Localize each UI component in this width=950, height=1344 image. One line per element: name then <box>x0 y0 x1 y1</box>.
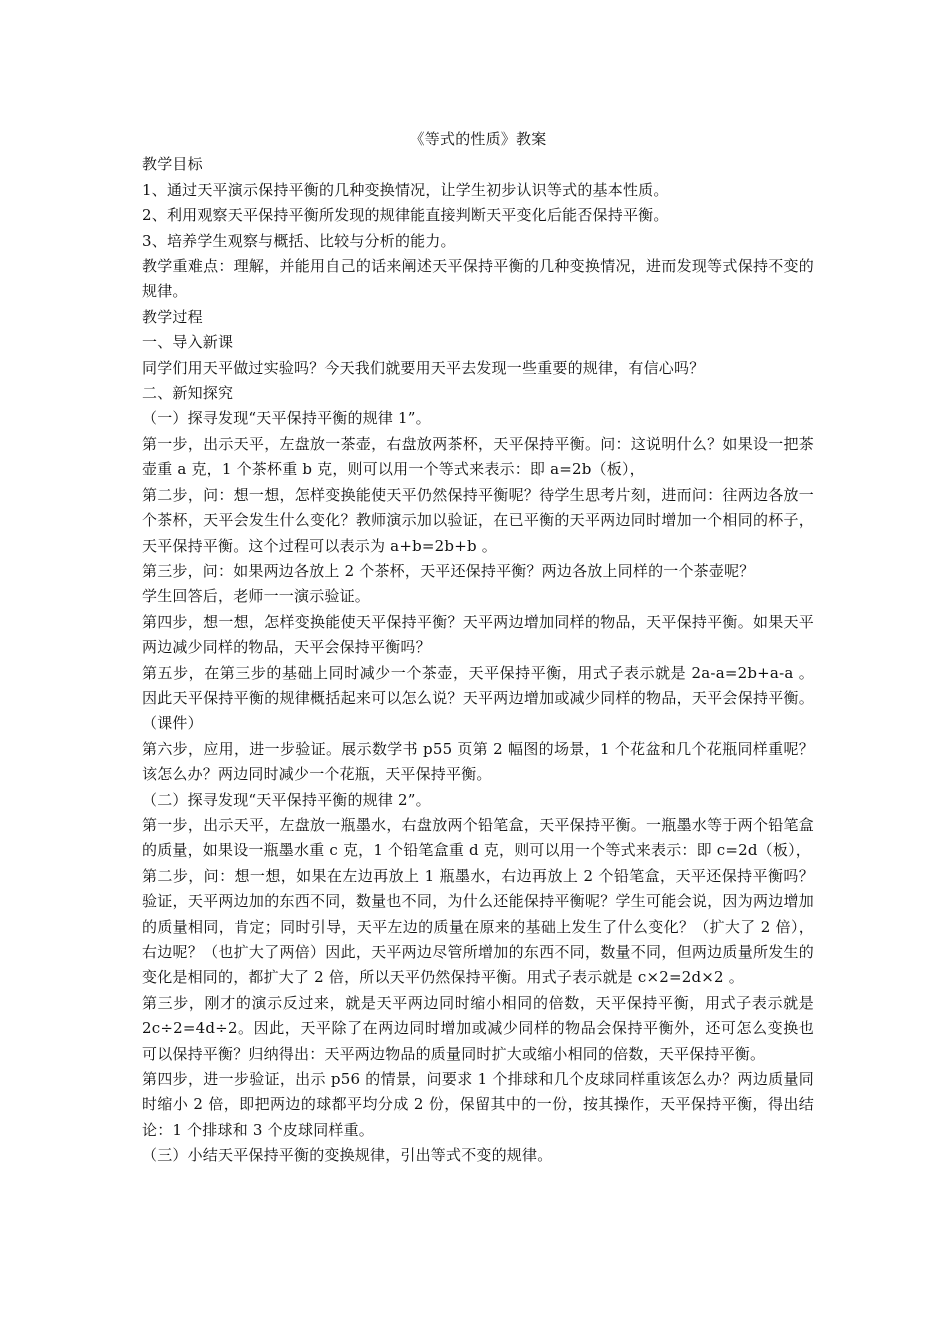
paragraph: 同学们用天平做过实验吗？今天我们就要用天平去发现一些重要的规律，有信心吗？ <box>142 358 705 377</box>
paragraph: 2、利用观察天平保持平衡所发现的规律能直接判断天平变化后能否保持平衡。 <box>142 206 669 225</box>
paragraph: 第二步，问：想一想，怎样变换能使天平仍然保持平衡呢？待学生思考片刻，进而问：往两边各放一个茶杯，天平会发生什么变化？教师演示加以验证，在已平衡的天平两边同时增加一个相同的杯子，天平保持平衡。这个过程可以表示为 a+b=2b+b 。 <box>142 485 814 555</box>
paragraph: 教学过程 <box>142 307 203 326</box>
paragraph: 第三步，问：如果两边各放上 2 个茶杯，天平还保持平衡？两边各放上同样的一个茶壶呢？ <box>142 561 755 580</box>
paragraph: 第四步，进一步验证，出示 p56 的情景，问要求 1 个排球和几个皮球同样重该怎么办？两边质量同时缩小 2 倍，即把两边的球都平均分成 2 份，保留其中的一份，按其操作，天平保持平衡，得出结论：1 个排球和 3 个皮球同样重。 <box>142 1070 814 1139</box>
paragraph: 第四步，想一想，怎样变换能使天平保持平衡？天平两边增加同样的物品，天平保持平衡。如果天平两边减少同样的物品，天平会保持平衡吗？ <box>142 612 814 657</box>
document-title: 《等式的性质》教案 <box>409 130 547 148</box>
paragraph: 学生回答后，老师一一演示验证。 <box>142 587 371 606</box>
paragraph: （一）探寻发现“天平保持平衡的规律 1”。 <box>142 409 431 428</box>
paragraph: 第三步，刚才的演示反过来，就是天平两边同时缩小相同的倍数，天平保持平衡，用式子表示就是 2c÷2=4d÷2。因此，天平除了在两边同时增加或减少同样的物品会保持平衡外，还可怎么变换也可以保持平衡？归纳得出：天平两边物品的质量同时扩大或缩小相同的倍数，天平保持平衡。 <box>142 993 814 1063</box>
document-page <box>142 127 814 1169</box>
paragraph: 一、导入新课 <box>142 333 234 352</box>
paragraph: 教学目标 <box>142 155 203 174</box>
paragraph: 教学重难点：理解，并能用自己的话来阐述天平保持平衡的几种变换情况，进而发现等式保持不变的规律。 <box>142 257 814 301</box>
paragraph: 第一步，出示天平，左盘放一茶壶，右盘放两茶杯，天平保持平衡。问：这说明什么？如果设一把茶壶重 a 克，1 个茶杯重 b 克，则可以用一个等式来表示：即 a=2b（板）， <box>142 434 814 479</box>
paragraph: 第六步，应用，进一步验证。展示数学书 p55 页第 2 幅图的场景，1 个花盆和几个花瓶同样重呢？该怎么办？两边同时减少一个花瓶，天平保持平衡。 <box>142 739 814 784</box>
paragraph: 1、通过天平演示保持平衡的几种变换情况，让学生初步认识等式的基本性质。 <box>142 180 669 199</box>
paragraph: 第二步，问：想一想，如果在左边再放上 1 瓶墨水，右边再放上 2 个铅笔盒，天平还保持平衡吗？验证，天平两边加的东西不同，数量也不同，为什么还能保持平衡呢？学生可能会说，因为两边增加的质量相同，肯定；同时引导，天平左边的质量在原来的基础上发生了什么变化？（扩大了 2 倍），右边呢？（也扩大了两倍）因此，天平两边尽管所增加的东西不同，数量不同，但两边质量所发生的变化是相同的，都扩大了 2 倍，所以天平仍然保持平衡。用式子表示就是 c×2=2d×2 。 <box>142 866 814 987</box>
paragraph: （二）探寻发现“天平保持平衡的规律 2”。 <box>142 790 431 809</box>
paragraph: 3、培养学生观察与概括、比较与分析的能力。 <box>142 231 456 250</box>
paragraph: 第一步，出示天平，左盘放一瓶墨水，右盘放两个铅笔盒，天平保持平衡。一瓶墨水等于两个铅笔盒的质量，如果设一瓶墨水重 c 克，1 个铅笔盒重 d 克，则可以用一个等式来表示：即 c=2d（板）， <box>142 815 814 860</box>
paragraph: （三）小结天平保持平衡的变换规律，引出等式不变的规律。 <box>142 1146 553 1165</box>
document-body <box>142 152 814 1168</box>
paragraph: 第五步，在第三步的基础上同时减少一个茶壶，天平保持平衡，用式子表示就是 2a-a=2b+a-a 。因此天平保持平衡的规律概括起来可以怎么说？天平两边增加或减少同样的物品，天平会保持平衡。（课件） <box>142 663 814 733</box>
paragraph: 二、新知探究 <box>142 384 234 403</box>
